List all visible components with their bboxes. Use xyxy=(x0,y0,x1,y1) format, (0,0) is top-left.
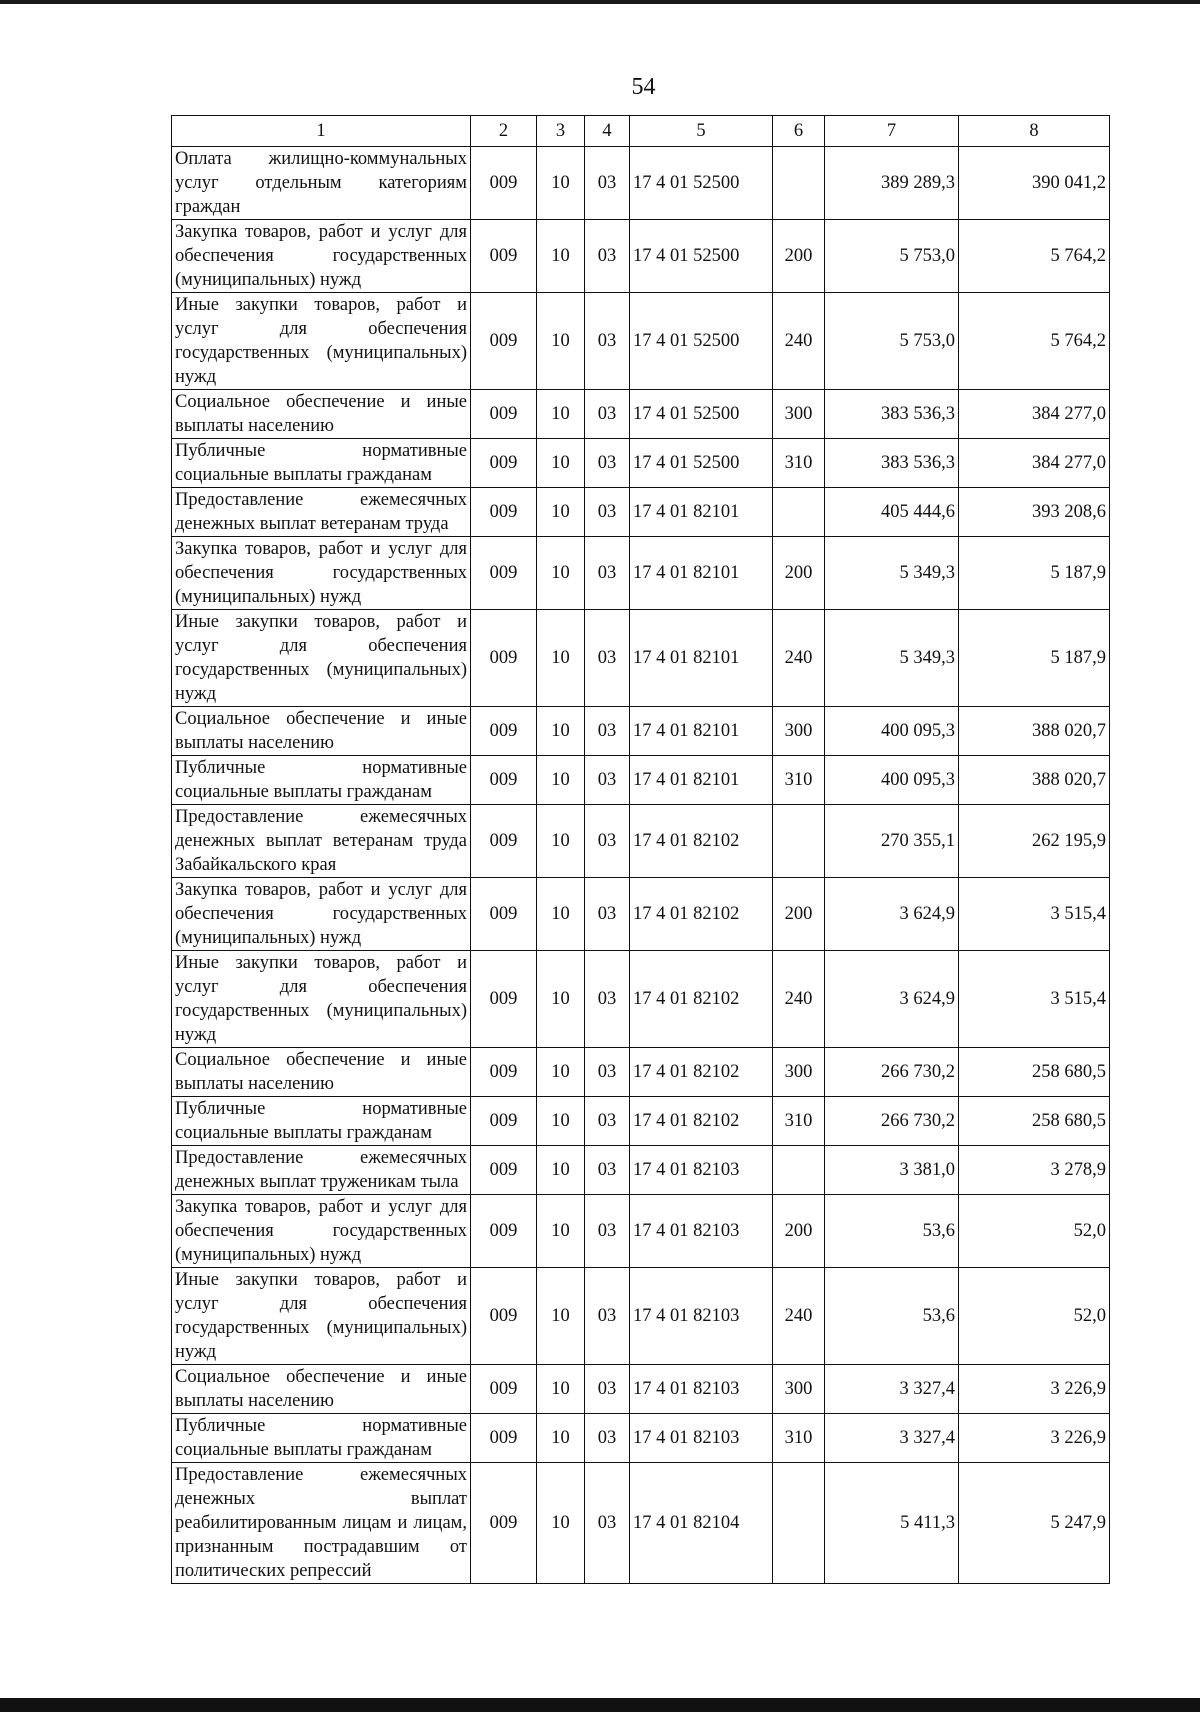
row-name-cell: Публичные нормативные социальные выплаты гражданам xyxy=(172,439,471,488)
cell-col6: 310 xyxy=(773,756,825,805)
cell-col4: 03 xyxy=(585,951,630,1048)
cell-col3: 10 xyxy=(537,147,585,220)
cell-col2: 009 xyxy=(471,488,537,537)
cell-col3: 10 xyxy=(537,488,585,537)
cell-col4: 03 xyxy=(585,537,630,610)
cell-col5: 17 4 01 82102 xyxy=(630,1048,773,1097)
table-row xyxy=(172,707,1110,756)
cell-col2: 009 xyxy=(471,878,537,951)
page-number: 54 xyxy=(631,74,656,100)
cell-col7: 5 753,0 xyxy=(825,293,959,390)
cell-col5: 17 4 01 82102 xyxy=(630,878,773,951)
cell-col4: 03 xyxy=(585,610,630,707)
table-row xyxy=(172,1463,1110,1584)
table-row xyxy=(172,1414,1110,1463)
cell-col2: 009 xyxy=(471,1268,537,1365)
column-header: 1 xyxy=(172,116,471,147)
cell-col2: 009 xyxy=(471,537,537,610)
row-name-cell: Закупка товаров, работ и услуг для обеспечения государственных (муниципальных) нужд xyxy=(172,878,471,951)
cell-col4: 03 xyxy=(585,1195,630,1268)
cell-col7: 266 730,2 xyxy=(825,1097,959,1146)
row-name-cell: Предоставление ежемесячных денежных выплат ветеранам труда xyxy=(172,488,471,537)
cell-col8: 52,0 xyxy=(959,1195,1110,1268)
cell-col3: 10 xyxy=(537,878,585,951)
cell-col7: 400 095,3 xyxy=(825,707,959,756)
cell-col6: 310 xyxy=(773,439,825,488)
cell-col8: 3 278,9 xyxy=(959,1146,1110,1195)
row-name-cell: Предоставление ежемесячных денежных выплат ветеранам труда Забайкальского края xyxy=(172,805,471,878)
cell-col6: 200 xyxy=(773,220,825,293)
table-row xyxy=(172,878,1110,951)
cell-col8: 5 764,2 xyxy=(959,220,1110,293)
cell-col2: 009 xyxy=(471,1048,537,1097)
cell-col8: 5 187,9 xyxy=(959,537,1110,610)
row-name-cell: Социальное обеспечение и иные выплаты населению xyxy=(172,1048,471,1097)
cell-col5: 17 4 01 82101 xyxy=(630,488,773,537)
cell-col4: 03 xyxy=(585,439,630,488)
row-name-cell: Публичные нормативные социальные выплаты гражданам xyxy=(172,1414,471,1463)
cell-col6: 300 xyxy=(773,707,825,756)
cell-col3: 10 xyxy=(537,805,585,878)
table-row xyxy=(172,488,1110,537)
cell-col3: 10 xyxy=(537,390,585,439)
cell-col4: 03 xyxy=(585,805,630,878)
cell-col4: 03 xyxy=(585,1048,630,1097)
cell-col6: 200 xyxy=(773,1195,825,1268)
cell-col2: 009 xyxy=(471,293,537,390)
cell-col5: 17 4 01 82103 xyxy=(630,1414,773,1463)
cell-col5: 17 4 01 82101 xyxy=(630,537,773,610)
cell-col8: 5 247,9 xyxy=(959,1463,1110,1584)
table-row xyxy=(172,1097,1110,1146)
table-row xyxy=(172,1195,1110,1268)
cell-col5: 17 4 01 82102 xyxy=(630,1097,773,1146)
cell-col5: 17 4 01 82103 xyxy=(630,1268,773,1365)
cell-col2: 009 xyxy=(471,1365,537,1414)
cell-col2: 009 xyxy=(471,951,537,1048)
cell-col5: 17 4 01 52500 xyxy=(630,293,773,390)
row-name-cell: Оплата жилищно-коммунальных услуг отдельным категориям граждан xyxy=(172,147,471,220)
table-row xyxy=(172,1365,1110,1414)
table-row xyxy=(172,1268,1110,1365)
column-header: 3 xyxy=(537,116,585,147)
cell-col2: 009 xyxy=(471,1195,537,1268)
cell-col4: 03 xyxy=(585,1365,630,1414)
cell-col4: 03 xyxy=(585,1414,630,1463)
cell-col8: 52,0 xyxy=(959,1268,1110,1365)
header-row xyxy=(172,116,1110,147)
cell-col4: 03 xyxy=(585,1268,630,1365)
table-row xyxy=(172,1048,1110,1097)
cell-col6 xyxy=(773,1463,825,1584)
cell-col6 xyxy=(773,488,825,537)
cell-col4: 03 xyxy=(585,293,630,390)
cell-col6: 240 xyxy=(773,610,825,707)
cell-col7: 5 349,3 xyxy=(825,610,959,707)
cell-col8: 262 195,9 xyxy=(959,805,1110,878)
row-name-cell: Социальное обеспечение и иные выплаты населению xyxy=(172,390,471,439)
cell-col5: 17 4 01 82103 xyxy=(630,1195,773,1268)
row-name-cell: Социальное обеспечение и иные выплаты населению xyxy=(172,1365,471,1414)
cell-col6 xyxy=(773,147,825,220)
table-row xyxy=(172,951,1110,1048)
cell-col5: 17 4 01 82104 xyxy=(630,1463,773,1584)
cell-col2: 009 xyxy=(471,390,537,439)
cell-col4: 03 xyxy=(585,488,630,537)
cell-col5: 17 4 01 82103 xyxy=(630,1365,773,1414)
cell-col6: 240 xyxy=(773,951,825,1048)
cell-col3: 10 xyxy=(537,1414,585,1463)
cell-col2: 009 xyxy=(471,1146,537,1195)
cell-col7: 53,6 xyxy=(825,1268,959,1365)
row-name-cell: Иные закупки товаров, работ и услуг для обеспечения государственных (муниципальных) нужд xyxy=(172,951,471,1048)
cell-col8: 5 764,2 xyxy=(959,293,1110,390)
cell-col2: 009 xyxy=(471,610,537,707)
cell-col7: 3 327,4 xyxy=(825,1365,959,1414)
scan-bottom-edge xyxy=(0,1698,1200,1712)
cell-col2: 009 xyxy=(471,439,537,488)
table-row xyxy=(172,805,1110,878)
table-row xyxy=(172,220,1110,293)
row-name-cell: Закупка товаров, работ и услуг для обеспечения государственных (муниципальных) нужд xyxy=(172,220,471,293)
cell-col3: 10 xyxy=(537,439,585,488)
cell-col6 xyxy=(773,805,825,878)
cell-col3: 10 xyxy=(537,1097,585,1146)
cell-col7: 3 624,9 xyxy=(825,878,959,951)
row-name-cell: Публичные нормативные социальные выплаты гражданам xyxy=(172,1097,471,1146)
cell-col6: 200 xyxy=(773,537,825,610)
row-name-cell: Социальное обеспечение и иные выплаты населению xyxy=(172,707,471,756)
cell-col7: 3 327,4 xyxy=(825,1414,959,1463)
cell-col3: 10 xyxy=(537,1365,585,1414)
cell-col7: 405 444,6 xyxy=(825,488,959,537)
cell-col5: 17 4 01 82101 xyxy=(630,610,773,707)
scan-top-edge xyxy=(0,0,1200,4)
cell-col3: 10 xyxy=(537,1463,585,1584)
cell-col2: 009 xyxy=(471,707,537,756)
cell-col4: 03 xyxy=(585,707,630,756)
table-row xyxy=(172,756,1110,805)
cell-col6: 300 xyxy=(773,390,825,439)
table-row xyxy=(172,610,1110,707)
column-header: 2 xyxy=(471,116,537,147)
cell-col5: 17 4 01 52500 xyxy=(630,390,773,439)
column-header: 8 xyxy=(959,116,1110,147)
cell-col3: 10 xyxy=(537,1146,585,1195)
cell-col6: 300 xyxy=(773,1048,825,1097)
cell-col6: 200 xyxy=(773,878,825,951)
cell-col3: 10 xyxy=(537,537,585,610)
cell-col8: 258 680,5 xyxy=(959,1097,1110,1146)
cell-col8: 5 187,9 xyxy=(959,610,1110,707)
cell-col4: 03 xyxy=(585,1097,630,1146)
row-name-cell: Иные закупки товаров, работ и услуг для обеспечения государственных (муниципальных) нужд xyxy=(172,1268,471,1365)
cell-col2: 009 xyxy=(471,1097,537,1146)
row-name-cell: Иные закупки товаров, работ и услуг для обеспечения государственных (муниципальных) нужд xyxy=(172,610,471,707)
row-name-cell: Предоставление ежемесячных денежных выплат реабилитированным лицам и лицам, признанным пострадавшим от политических репрессий xyxy=(172,1463,471,1584)
cell-col4: 03 xyxy=(585,756,630,805)
cell-col2: 009 xyxy=(471,805,537,878)
cell-col8: 258 680,5 xyxy=(959,1048,1110,1097)
table-row xyxy=(172,147,1110,220)
cell-col5: 17 4 01 82102 xyxy=(630,805,773,878)
row-name-cell: Предоставление ежемесячных денежных выплат труженикам тыла xyxy=(172,1146,471,1195)
cell-col7: 383 536,3 xyxy=(825,390,959,439)
cell-col6 xyxy=(773,1146,825,1195)
table-row xyxy=(172,293,1110,390)
cell-col5: 17 4 01 52500 xyxy=(630,147,773,220)
cell-col7: 389 289,3 xyxy=(825,147,959,220)
cell-col7: 3 624,9 xyxy=(825,951,959,1048)
column-header: 7 xyxy=(825,116,959,147)
column-header: 5 xyxy=(630,116,773,147)
cell-col8: 384 277,0 xyxy=(959,439,1110,488)
budget-table xyxy=(171,115,1110,1584)
table-row xyxy=(172,439,1110,488)
cell-col5: 17 4 01 52500 xyxy=(630,439,773,488)
table-row xyxy=(172,390,1110,439)
cell-col3: 10 xyxy=(537,1195,585,1268)
row-name-cell: Публичные нормативные социальные выплаты гражданам xyxy=(172,756,471,805)
cell-col7: 383 536,3 xyxy=(825,439,959,488)
cell-col5: 17 4 01 82102 xyxy=(630,951,773,1048)
cell-col7: 5 753,0 xyxy=(825,220,959,293)
cell-col3: 10 xyxy=(537,610,585,707)
cell-col6: 240 xyxy=(773,293,825,390)
cell-col2: 009 xyxy=(471,220,537,293)
cell-col3: 10 xyxy=(537,951,585,1048)
cell-col4: 03 xyxy=(585,147,630,220)
row-name-cell: Иные закупки товаров, работ и услуг для обеспечения государственных (муниципальных) нужд xyxy=(172,293,471,390)
cell-col3: 10 xyxy=(537,1268,585,1365)
cell-col8: 384 277,0 xyxy=(959,390,1110,439)
cell-col2: 009 xyxy=(471,147,537,220)
cell-col3: 10 xyxy=(537,220,585,293)
cell-col8: 3 226,9 xyxy=(959,1414,1110,1463)
cell-col4: 03 xyxy=(585,878,630,951)
cell-col8: 393 208,6 xyxy=(959,488,1110,537)
cell-col4: 03 xyxy=(585,1463,630,1584)
cell-col6: 310 xyxy=(773,1097,825,1146)
cell-col3: 10 xyxy=(537,1048,585,1097)
column-header: 6 xyxy=(773,116,825,147)
cell-col2: 009 xyxy=(471,1463,537,1584)
cell-col6: 240 xyxy=(773,1268,825,1365)
cell-col8: 3 515,4 xyxy=(959,951,1110,1048)
cell-col6: 300 xyxy=(773,1365,825,1414)
cell-col7: 266 730,2 xyxy=(825,1048,959,1097)
cell-col5: 17 4 01 82103 xyxy=(630,1146,773,1195)
cell-col7: 3 381,0 xyxy=(825,1146,959,1195)
cell-col5: 17 4 01 82101 xyxy=(630,707,773,756)
row-name-cell: Закупка товаров, работ и услуг для обеспечения государственных (муниципальных) нужд xyxy=(172,537,471,610)
cell-col6: 310 xyxy=(773,1414,825,1463)
table-row xyxy=(172,1146,1110,1195)
cell-col4: 03 xyxy=(585,220,630,293)
cell-col3: 10 xyxy=(537,707,585,756)
row-name-cell: Закупка товаров, работ и услуг для обеспечения государственных (муниципальных) нужд xyxy=(172,1195,471,1268)
cell-col3: 10 xyxy=(537,293,585,390)
cell-col4: 03 xyxy=(585,390,630,439)
cell-col2: 009 xyxy=(471,756,537,805)
cell-col7: 53,6 xyxy=(825,1195,959,1268)
cell-col8: 390 041,2 xyxy=(959,147,1110,220)
column-header: 4 xyxy=(585,116,630,147)
cell-col5: 17 4 01 82101 xyxy=(630,756,773,805)
cell-col7: 5 411,3 xyxy=(825,1463,959,1584)
cell-col7: 5 349,3 xyxy=(825,537,959,610)
cell-col3: 10 xyxy=(537,756,585,805)
cell-col8: 388 020,7 xyxy=(959,707,1110,756)
cell-col7: 400 095,3 xyxy=(825,756,959,805)
cell-col2: 009 xyxy=(471,1414,537,1463)
cell-col8: 388 020,7 xyxy=(959,756,1110,805)
cell-col8: 3 226,9 xyxy=(959,1365,1110,1414)
cell-col7: 270 355,1 xyxy=(825,805,959,878)
cell-col4: 03 xyxy=(585,1146,630,1195)
cell-col5: 17 4 01 52500 xyxy=(630,220,773,293)
table-row xyxy=(172,537,1110,610)
cell-col8: 3 515,4 xyxy=(959,878,1110,951)
